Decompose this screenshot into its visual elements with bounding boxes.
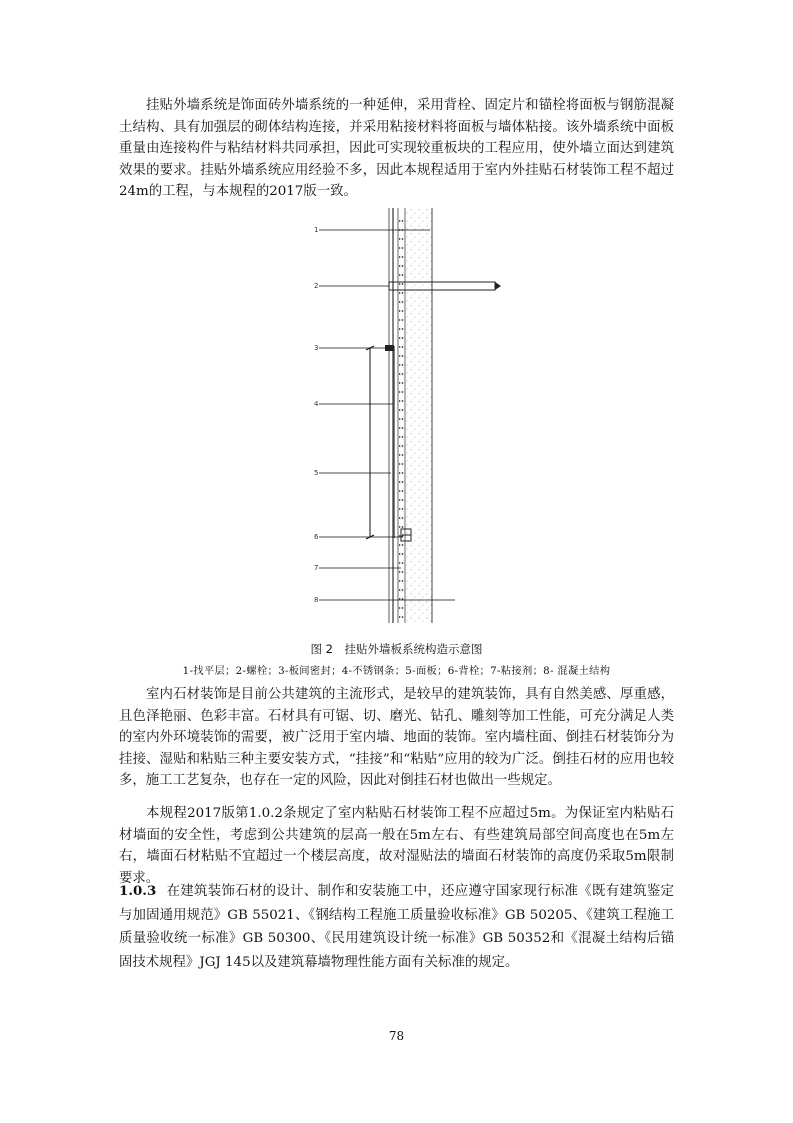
paragraph-height-limit: 本规程2017版第1.0.2条规定了室内粘贴石材装饰工程不应超过5m。为保证室内粘贴石材墙面的安全性，考虑到公共建筑的层高一般在5m左右、有些建筑局部空间高度也在5m左右，墙面石材粘贴不宜超过一个楼层高度，故对湿贴法的墙面石材装饰的高度仍采取5m限制要求。 (119, 806, 674, 886)
clause-1-0-3 (119, 880, 674, 974)
construction-diagram (305, 208, 520, 623)
page-number: 78 (388, 1029, 405, 1043)
concrete-structure (405, 208, 432, 623)
paragraph-intro: 挂贴外墙系统是饰面砖外墙系统的一种延伸，采用背栓、固定片和锚栓将面板与钢筋混凝土结构、具有加强层的砌体结构连接，并采用粘接材料将面板与墙体粘接。该外墙系统中面板重量由连接构件与粘结材料共同承担，因此可实现较重板块的工程应用，使外墙立面达到建筑效果的要求。挂贴外墙系统应用经验不多，因此本规程适用于室内外挂贴石材装饰工程不超过24m的工程，与本规程的2017版一致。 (119, 98, 674, 199)
label-6: 6 (314, 533, 319, 541)
clause-text: 在建筑装饰石材的设计、制作和安装施工中，还应遵守国家现行标准《既有建筑鉴定与加固通用规范》GB 55021、《钢结构工程施工质量验收标准》GB 50205、《建筑工程施工质量验收统一标准》GB 50300、《民用建筑设计统一标准》GB 50352和《混凝土结构后锚固技术规程》JGJ 145以及建筑幕墙物理性能方面有关标准的规定。 (119, 884, 674, 970)
adhesive-layer (399, 213, 404, 618)
label-4: 4 (314, 400, 319, 408)
label-3: 3 (314, 344, 319, 352)
paragraph-indoor-stone: 室内石材装饰是目前公共建筑的主流形式，是较早的建筑装饰，具有自然美感、厚重感，且色泽艳丽、色彩丰富。石材具有可锯、切、磨光、钻孔、雕刻等加工性能，可充分满足人类的室内外环境装饰的需要，被广泛用于室内墙、地面的装饰。室内墙柱面、倒挂石材装饰分为挂接、湿贴和粘贴三种主要安装方式，“挂接”和“粘贴”应用的较为广泛。倒挂石材的应用也较多，施工工艺复杂，也存在一定的风险，因此对倒挂石材也做出一些规定。 (119, 687, 674, 788)
figure-legend: 1-找平层；2-螺栓；3-板间密封；4-不锈钢条；5-面板；6-背栓；7-粘接剂；8- 混凝土结构 (182, 665, 611, 677)
label-5: 5 (314, 469, 319, 477)
label-1: 1 (314, 226, 319, 234)
label-8: 8 (314, 596, 319, 604)
label-2: 2 (314, 282, 319, 290)
clause-number: 1.0.3 (119, 883, 157, 899)
label-7: 7 (314, 564, 319, 572)
figure-caption: 图 2 挂贴外墙板系统构造示意图 (310, 642, 483, 656)
